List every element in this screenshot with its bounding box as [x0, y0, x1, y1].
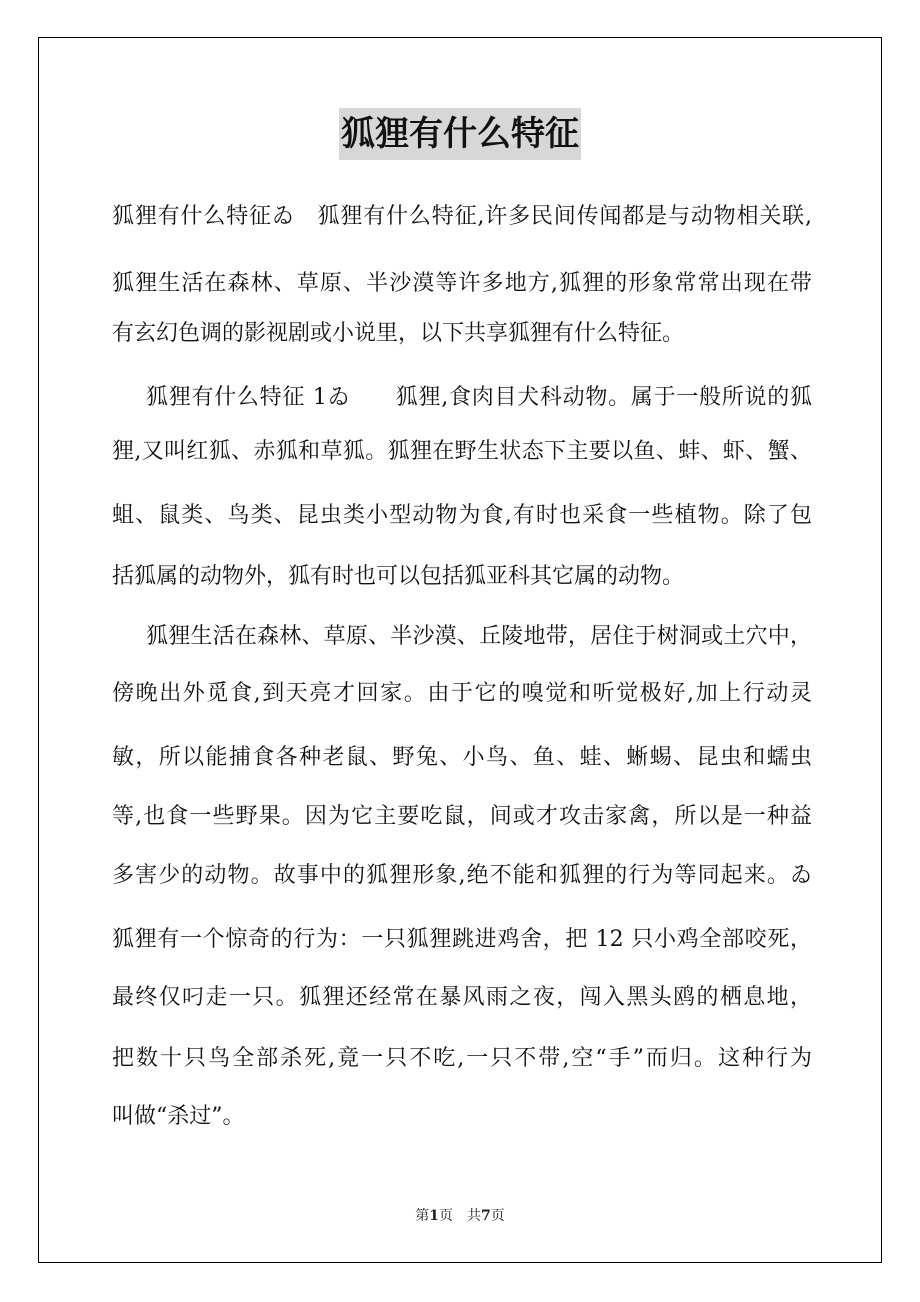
- body-line-2: 狐狸生活在森林、草原、半沙漠等许多地方,狐狸的形象常常出现在带: [112, 271, 812, 296]
- body-line-6: 蛆、鼠类、鸟类、昆虫类小型动物为食,有时也采食一些植物。除了包: [112, 503, 812, 528]
- title-container: [0, 108, 920, 160]
- footer-mid: 页 共: [439, 1208, 481, 1224]
- body-line-5: 狸,又叫红狐、赤狐和草狐。狐狸在野生状态下主要以鱼、蚌、虾、蟹、: [112, 439, 812, 464]
- body-line-16: 叫做“杀过”。: [112, 1104, 245, 1129]
- body-line-10: 敏，所以能捕食各种老鼠、野兔、小鸟、鱼、蛙、蜥蜴、昆虫和蠕虫: [112, 745, 812, 770]
- document-title: 狐狸有什么特征: [339, 108, 581, 160]
- body-line-14: 最终仅叼走一只。狐狸还经常在暴风雨之夜，闯入黑头鸥的栖息地，: [112, 985, 812, 1010]
- body-line-4: 狐狸有什么特征 1ゐ 狐狸,食肉目犬科动物。属于一般所说的狐: [146, 385, 812, 410]
- body-line-8: 狐狸生活在森林、草原、半沙漠、丘陵地带，居住于树洞或土穴中，: [146, 624, 812, 649]
- body-line-3: 有玄幻色调的影视剧或小说里，以下共享狐狸有什么特征。: [112, 321, 685, 346]
- body-line-15: 把数十只鸟全部杀死,竟一只不吃,一只不带,空“手”而归。这种行为: [112, 1046, 812, 1071]
- body-line-1: 狐狸有什么特征ゐ 狐狸有什么特征,许多民间传闻都是与动物相关联,: [112, 204, 812, 229]
- body-line-12: 多害少的动物。故事中的狐狸形象,绝不能和狐狸的行为等同起来。ゐ: [112, 863, 812, 888]
- footer-suffix: 页: [490, 1208, 505, 1224]
- body-line-13: 狐狸有一个惊奇的行为：一只狐狸跳进鸡舍，把 12 只小鸡全部咬死，: [112, 927, 812, 952]
- footer-prefix: 第: [415, 1208, 430, 1224]
- body-line-11: 等,也食一些野果。因为它主要吃鼠，间或才攻击家禽，所以是一种益: [112, 804, 812, 829]
- page-footer: [0, 1205, 920, 1225]
- body-line-9: 傍晚出外觅食,到天亮才回家。由于它的嗅觉和听觉极好,加上行动灵: [112, 681, 812, 706]
- body-line-7: 括狐属的动物外，狐有时也可以包括狐亚科其它属的动物。: [112, 564, 685, 589]
- footer-page-number: 1: [429, 1208, 439, 1224]
- footer-total-pages: 7: [481, 1208, 491, 1224]
